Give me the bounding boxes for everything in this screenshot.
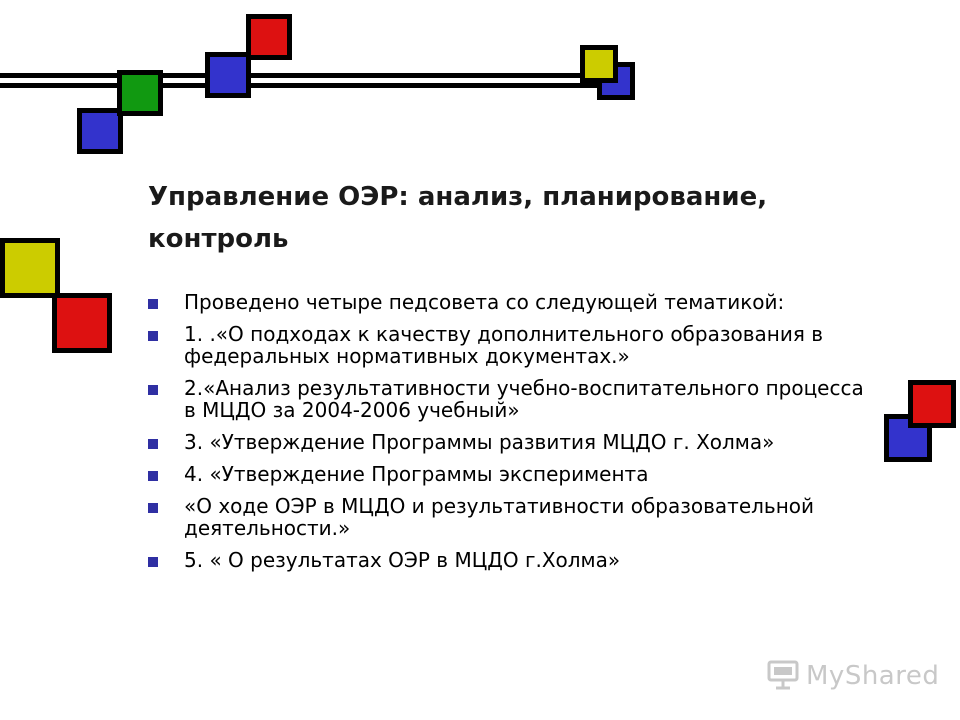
list-item (148, 495, 868, 539)
list-item (148, 377, 868, 421)
list-item (148, 323, 868, 367)
square-bullet-icon (148, 331, 158, 341)
list-item (148, 549, 868, 571)
decor-square-red (52, 293, 112, 353)
list-item (148, 463, 868, 485)
square-bullet-icon (148, 557, 158, 567)
square-bullet-icon (148, 503, 158, 513)
watermark-text: MyShared (806, 661, 940, 691)
slide-title: Управление ОЭР: анализ, планирование, контроль (148, 182, 768, 254)
decor-line-bottom (0, 83, 606, 88)
list-item-text: 2.«Анализ результативности учебно-воспитательного процесса в МЦДО за 2004-2006 учебный» (184, 376, 864, 422)
list-item-text: 1. .«О подходах к качеству дополнительного образования в федеральных нормативных документах.» (184, 322, 824, 368)
list-item-text: «О ходе ОЭР в МЦДО и результативности образовательной деятельности.» (184, 494, 814, 540)
square-bullet-icon (148, 439, 158, 449)
square-bullet-icon (148, 299, 158, 309)
list-item (148, 431, 868, 453)
decor-square-blue (205, 52, 251, 98)
square-bullet-icon (148, 471, 158, 481)
list-item (148, 291, 868, 313)
list-item-text: Проведено четыре педсовета со следующей тематикой: (184, 290, 785, 314)
decor-square-red (908, 380, 956, 428)
list-item-text: 4. «Утверждение Программы эксперимента (184, 462, 649, 486)
decor-square-red (246, 14, 292, 60)
decor-square-yellow (580, 45, 618, 83)
decor-line-top (0, 73, 606, 78)
projector-screen-icon (766, 657, 800, 695)
list-item-text: 3. «Утверждение Программы развития МЦДО г. Холма» (184, 430, 775, 454)
myshared-logo (766, 656, 939, 696)
list-item-text: 5. « О результатах ОЭР в МЦДО г.Холма» (184, 548, 621, 572)
decor-square-yellow (0, 238, 60, 298)
decor-square-green (117, 70, 163, 116)
square-bullet-icon (148, 385, 158, 395)
bullet-list (148, 291, 868, 581)
